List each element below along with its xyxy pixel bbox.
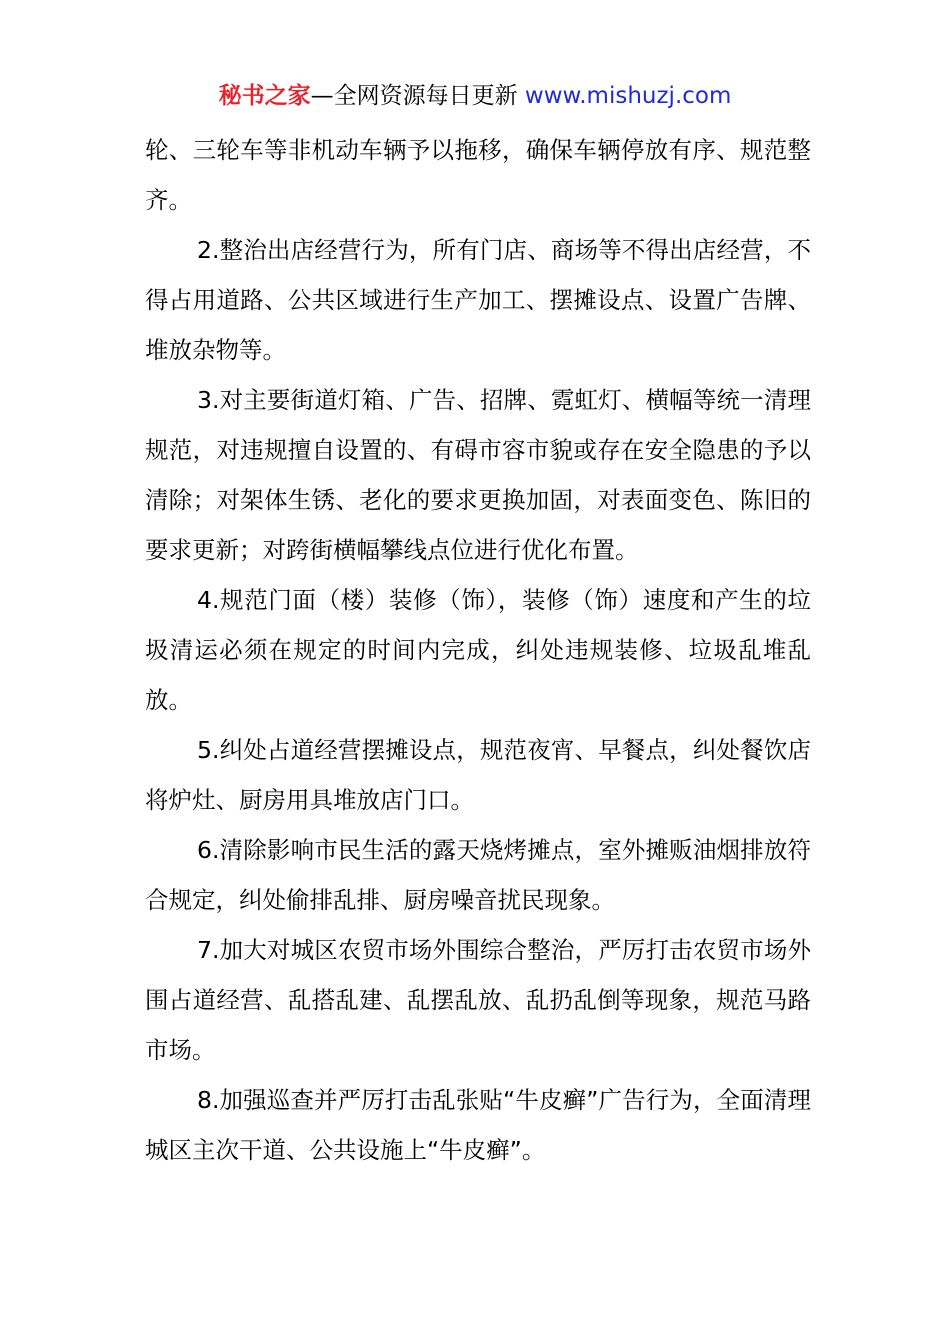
document-body bbox=[145, 125, 811, 1175]
paragraph-item-2: 2.整治出店经营行为，所有门店、商场等不得出店经营，不得占用道路、公共区域进行生产加工、摆摊设点、设置广告牌、堆放杂物等。 bbox=[145, 236, 811, 364]
paragraph-item-8: 8.加强巡查并严厉打击乱张贴“牛皮癣”广告行为，全面清理城区主次干道、公共设施上“牛皮癣”。 bbox=[145, 1086, 811, 1164]
paragraph-item-7: 7.加大对城区农贸市场外围综合整治，严厉打击农贸市场外围占道经营、乱搭乱建、乱摆乱放、乱扔乱倒等现象，规范马路市场。 bbox=[145, 936, 811, 1064]
paragraph-item-4: 4.规范门面（楼）装修（饰），装修（饰）速度和产生的垃圾清运必须在规定的时间内完成，纠处违规装修、垃圾乱堆乱放。 bbox=[145, 586, 811, 714]
header-brand: 秘书之家 bbox=[218, 83, 311, 109]
header-url-link[interactable]: www.mishuzj.com bbox=[524, 83, 732, 109]
paragraph-continuation: 轮、三轮车等非机动车辆予以拖移，确保车辆停放有序、规范整齐。 bbox=[145, 136, 811, 214]
paragraph-item-5: 5.纠处占道经营摆摊设点，规范夜宵、早餐点，纠处餐饮店将炉灶、厨房用具堆放店门口。 bbox=[145, 736, 811, 814]
paragraph-item-3: 3.对主要街道灯箱、广告、招牌、霓虹灯、横幅等统一清理规范，对违规擅自设置的、有碍市容市貌或存在安全隐患的予以清除；对架体生锈、老化的要求更换加固，对表面变色、陈旧的要求更新；对跨街横幅攀线点位进行优化布置。 bbox=[145, 386, 811, 564]
paragraph-item-6: 6.清除影响市民生活的露天烧烤摊点，室外摊贩油烟排放符合规定，纠处偷排乱排、厨房噪音扰民现象。 bbox=[145, 836, 811, 914]
header-tagline: —全网资源每日更新 bbox=[310, 83, 518, 109]
page-header bbox=[0, 80, 950, 112]
